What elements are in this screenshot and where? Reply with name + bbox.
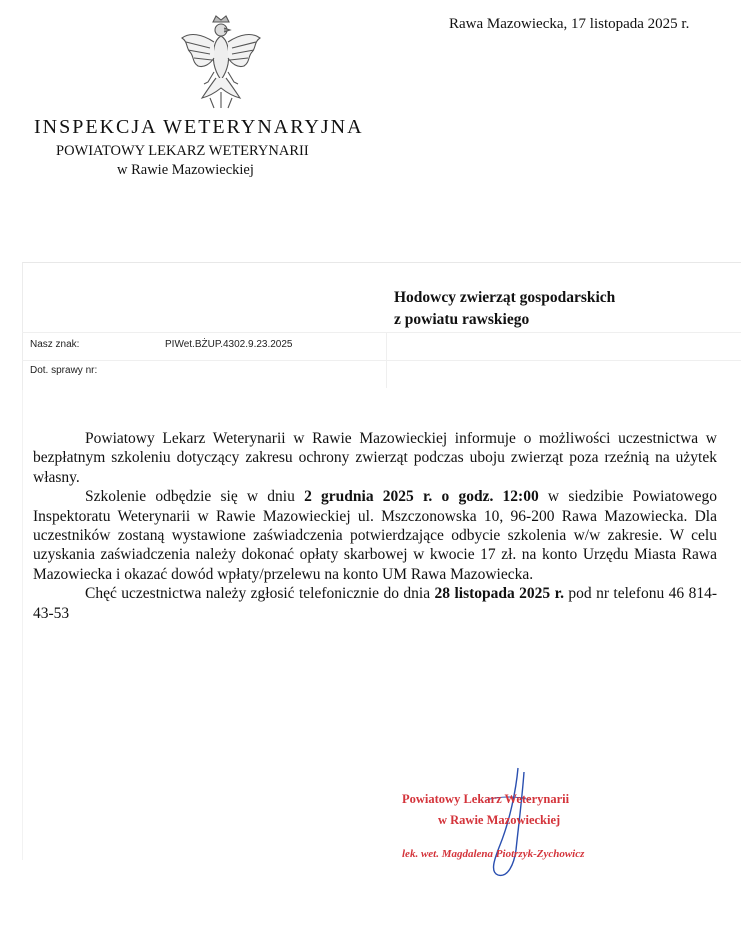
institution-title: INSPEKCJA WETERYNARYJNA [34, 116, 364, 138]
dot-sprawy-label: Dot. sprawy nr: [30, 365, 98, 376]
polish-eagle-emblem-icon [180, 12, 262, 110]
nasz-znak-value: PIWet.BŻUP.4302.9.23.2025 [165, 339, 293, 350]
stamp-line-1: Powiatowy Lekarz Weterynarii [402, 792, 570, 806]
divider [22, 360, 741, 361]
institution-city: w Rawie Mazowieckiej [117, 162, 254, 178]
divider [22, 332, 741, 333]
reference-box [22, 262, 741, 390]
recipient-line-1: Hodowcy zwierząt gospodarskich [394, 289, 616, 306]
document-date: Rawa Mazowiecka, 17 listopada 2025 r. [449, 16, 690, 32]
institution-subtitle: POWIATOWY LEKARZ WETERYNARII [56, 143, 309, 159]
divider [386, 332, 387, 388]
letter-body [33, 429, 717, 623]
training-date: 2 grudnia 2025 r. o godz. 12:00 [304, 488, 539, 506]
paragraph-3: Chęć uczestnictwa należy zgłosić telefonicznie do dnia 28 listopada 2025 r. pod nr telefonu 46 814-43-53 [33, 585, 717, 622]
stamp-line-2: w Rawie Mazowieckiej [438, 813, 561, 827]
paragraph-2: Szkolenie odbędzie się w dniu 2 grudnia 2025 r. o godz. 12:00 w siedzibie Powiatowego Inspektoratu Weterynarii w Rawie Mazowieckiej ul. Mszczonowska 10, 96-200 Rawa Mazowiecka. Dla uczestników zostaną wystawione zaświadczenia potwierdzające odbycie szkolenia w/w zakresie. W celu uzyskania zaświadczenia należy dokonać opłaty skarbowej w kwocie 17 zł. na konto Urzędu Miasta Rawa Mazowiecka i okazać dowód wpłaty/przelewu na konto UM Rawa Mazowiecka. [33, 488, 717, 583]
stamp-signatory: lek. wet. Magdalena Piotrzyk-Zychowicz [402, 848, 585, 860]
nasz-znak-label: Nasz znak: [30, 339, 80, 350]
paragraph-1: Powiatowy Lekarz Weterynarii w Rawie Mazowieckiej informuje o możliwości uczestnictwa w bezpłatnym szkoleniu dotyczący zakresu ochrony zwierząt podczas uboju zwierząt poza rzeźnią na użytek własny. [33, 430, 717, 486]
registration-deadline: 28 listopada 2025 r. [434, 585, 564, 603]
recipient-line-2: z powiatu rawskiego [394, 311, 530, 328]
margin-line [22, 390, 23, 860]
